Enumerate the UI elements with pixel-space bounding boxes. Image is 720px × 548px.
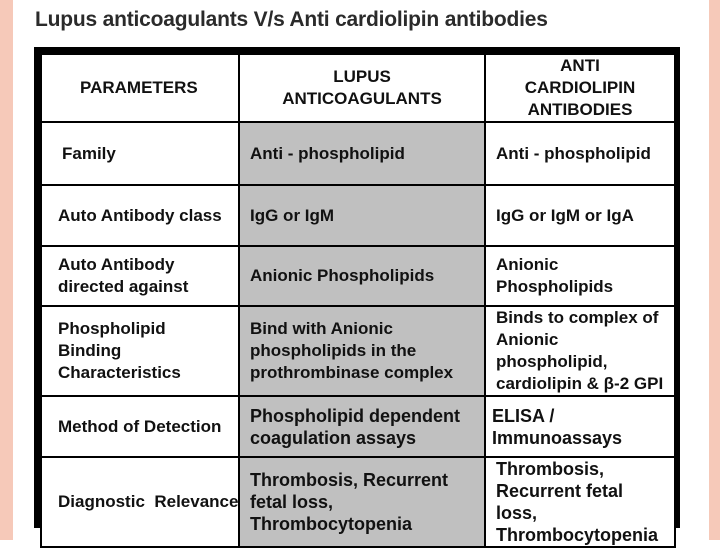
slide-title: Lupus anticoagulants V/s Anti cardiolipin antibodies (35, 8, 548, 31)
table-row (41, 457, 675, 547)
parameter-cell: Phospholipid Binding Characteristics (41, 306, 239, 396)
table-row (41, 306, 675, 396)
lupus-cell: Anionic Phospholipids (239, 246, 485, 306)
acl-cell: Binds to complex of Anionic phospholipid, cardiolipin & β-2 GPI (485, 306, 675, 396)
slide-frame-right (709, 0, 720, 540)
comparison-table-frame (34, 47, 680, 545)
acl-cell: IgG or IgM or IgA (485, 185, 675, 246)
lupus-cell: Thrombosis, Recurrent fetal loss, Thrombocytopenia (239, 457, 485, 547)
acl-cell: ELISA / Immunoassays (485, 396, 675, 457)
slide-frame-left (0, 0, 13, 540)
table-row (41, 122, 675, 185)
parameter-cell: Family (41, 122, 239, 185)
header-parameters: PARAMETERS (41, 54, 239, 122)
table-header-row (41, 54, 675, 122)
lupus-cell: Phospholipid dependent coagulation assays (239, 396, 485, 457)
parameter-cell: Auto Antibody directed against (41, 246, 239, 306)
table-row (41, 396, 675, 457)
acl-cell: Thrombosis, Recurrent fetal loss, Thrombocytopenia (485, 457, 675, 547)
lupus-cell: Bind with Anionic phospholipids in the prothrombinase complex (239, 306, 485, 396)
lupus-cell: Anti - phospholipid (239, 122, 485, 185)
table-row (41, 246, 675, 306)
lupus-cell: IgG or IgM (239, 185, 485, 246)
table-row (41, 185, 675, 246)
parameter-cell: Diagnostic Relevance (41, 457, 239, 547)
acl-cell: Anti - phospholipid (485, 122, 675, 185)
header-lupus-anticoagulants: LUPUS ANTICOAGULANTS (239, 54, 485, 122)
parameter-cell: Method of Detection (41, 396, 239, 457)
header-anti-cardiolipin: ANTI CARDIOLIPIN ANTIBODIES (485, 54, 675, 122)
parameter-cell: Auto Antibody class (41, 185, 239, 246)
acl-cell: Anionic Phospholipids (485, 246, 675, 306)
comparison-table (40, 53, 676, 548)
slide (13, 0, 709, 545)
